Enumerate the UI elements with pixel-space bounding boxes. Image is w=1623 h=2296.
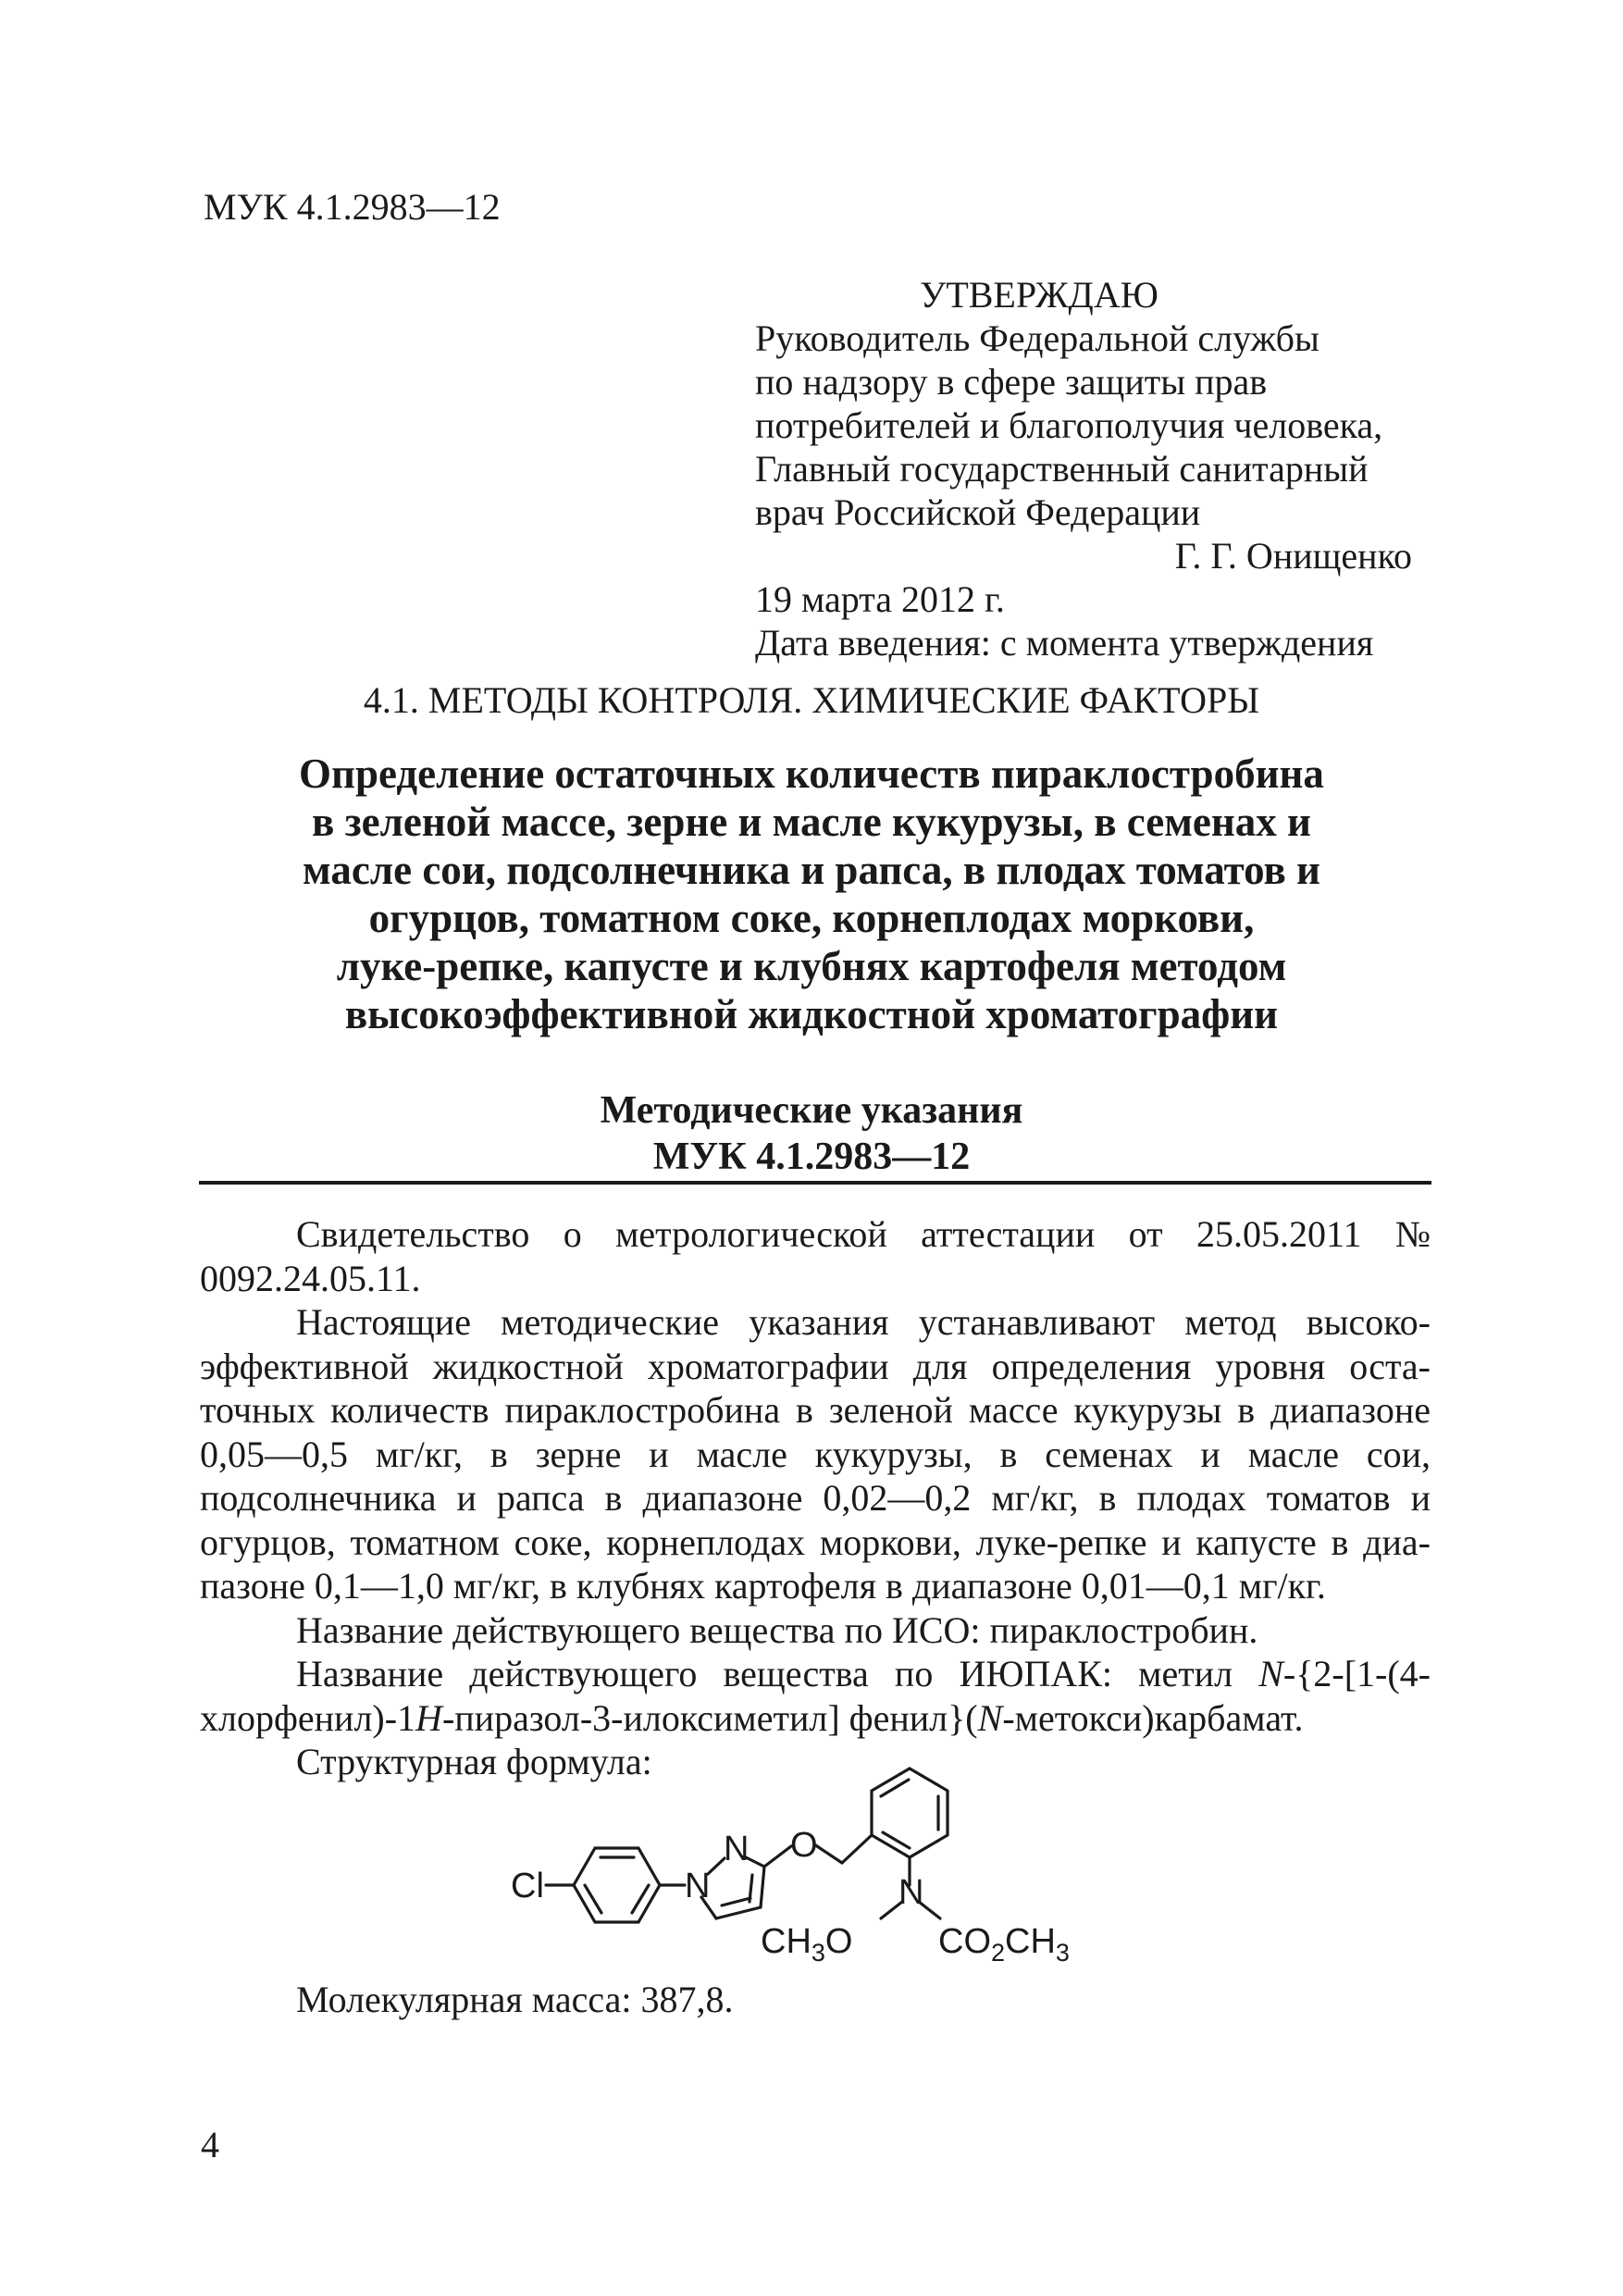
- pyrazole-ring: [708, 1858, 725, 1874]
- approval-signer: Г. Г. Онищенко: [1174, 535, 1412, 577]
- approval-line: врач Российской Федерации: [755, 491, 1201, 533]
- chlorine-label: Cl: [511, 1867, 544, 1905]
- approval-stamp: УТВЕРЖДАЮ: [920, 274, 1158, 316]
- approval-line: по надзору в сфере защиты прав: [755, 361, 1268, 403]
- subtitle-kind: Методические указания: [600, 1089, 1023, 1132]
- molecular-mass: Молекулярная масса: 387,8.: [296, 1979, 734, 2020]
- page-number: 4: [201, 2124, 219, 2166]
- chlorophenyl-ring: [574, 1848, 660, 1922]
- approval-block: [755, 273, 1431, 664]
- title-line: высокоэффективной жидкостной хроматографии: [344, 991, 1279, 1037]
- approval-line: потребителей и благополучия человека,: [755, 404, 1383, 446]
- structural-formula: [509, 1763, 1175, 1990]
- document-title: [213, 750, 1410, 1038]
- body-text: [200, 1212, 1431, 1784]
- approval-effective-date: Дата введения: с момента утверждения: [755, 622, 1374, 664]
- title-line: огурцов, томатном соке, корнеплодах моркови,: [368, 895, 1255, 941]
- title-line: Определение остаточных количеств пираклостробина: [299, 751, 1324, 797]
- iso-name-paragraph: Название действующего вещества по ИСО: пираклостробин.: [296, 1608, 1258, 1651]
- ether-oxygen-label: O: [790, 1826, 818, 1865]
- pyrazole-n2-label: N: [724, 1830, 750, 1868]
- methoxy-group: $CH_3O$: [761, 1922, 853, 1967]
- methyl-ester-group: $CO_2CH_3$: [938, 1922, 1070, 1967]
- title-line: в зеленой массе, зерне и масле кукурузы, в семенах и: [312, 799, 1311, 845]
- subtitle-code: МУК 4.1.2983—12: [652, 1136, 971, 1178]
- scope-paragraph: Настоящие методические указания устанавливают метод высокоэффективной жидкостной хроматографии для определения уровня остаточных количеств пираклостробина в зеленой массе кукурузы в диапазоне 0,05—0,5 мг/кг, в зерне и масле кукурузы, в семенах и масле сои, подсолнечника и рапса в диапазоне 0,02—0,2 мг/кг, в плодах томатов и огурцов, томатном соке, корнеплодах моркови, луке-репке и капусте в диапазоне 0,1—1,0 мг/кг, в клубнях картофеля в диапазоне 0,01—0,1 мг/кг.: [200, 1301, 1431, 1607]
- horizontal-rule: [199, 1181, 1431, 1185]
- iupac-name-paragraph: Название действующего вещества по ИЮПАК: метил N-{2-[1-(4-хлорфенил)-1H-пиразол-3-илоксиметил] фенил}(N-метокси)карбамат.: [200, 1653, 1431, 1739]
- title-line: луке-репке, капусте и клубнях картофеля методом: [336, 943, 1287, 989]
- title-line: масле сои, подсолнечника и рапса, в плодах томатов и: [303, 847, 1320, 893]
- structure-diagram: [509, 1763, 1175, 1985]
- carbamate-nitrogen-label: N: [898, 1873, 924, 1912]
- certificate-paragraph: Свидетельство о метрологической аттестации от 25.05.2011 № 0092.24.05.11.: [200, 1213, 1431, 1299]
- benzyl-ring: [872, 1769, 948, 1857]
- pyrazole-n1-label: N: [685, 1867, 711, 1905]
- approval-line: Руководитель Федеральной службы: [755, 317, 1319, 359]
- document-code: МУК 4.1.2983—12: [204, 186, 501, 228]
- formula-label: Структурная формула:: [296, 1741, 652, 1782]
- document-subtitle: [213, 1087, 1410, 1180]
- approval-line: Главный государственный санитарный: [755, 448, 1369, 490]
- section-heading: 4.1. МЕТОДЫ КОНТРОЛЯ. ХИМИЧЕСКИЕ ФАКТОРЫ: [363, 679, 1260, 721]
- approval-date: 19 марта 2012 г.: [755, 578, 1005, 620]
